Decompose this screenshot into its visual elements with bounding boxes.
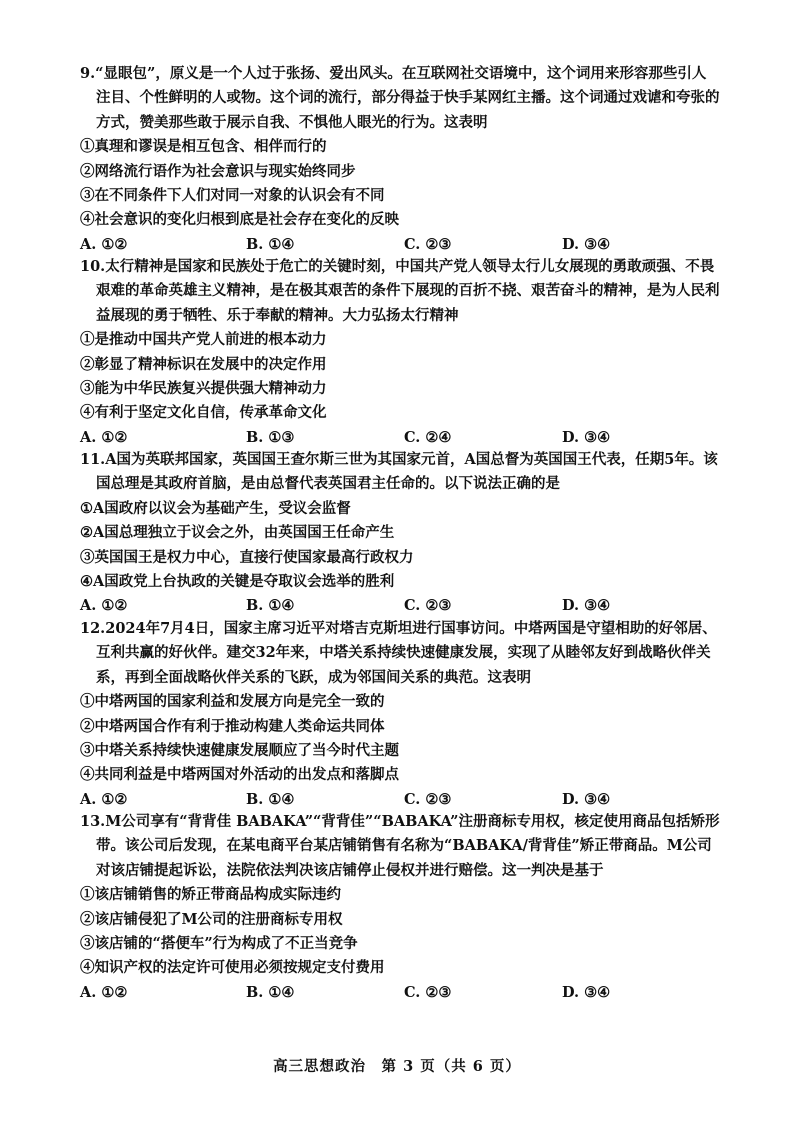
question-13	[80, 810, 720, 1005]
choice-b: B. ①③	[246, 428, 295, 446]
option-3: ③在不同条件下人们对同一对象的认识会有不同	[80, 187, 385, 205]
option-1: ①A国政府以议会为基础产生，受议会监督	[80, 499, 351, 517]
option-2: ②网络流行语作为社会意识与现实始终同步	[80, 162, 356, 180]
option-4: ④有利于坚定文化自信，传承革命文化	[80, 404, 327, 422]
option-2: ②中塔两国合作有利于推动构建人类命运共同体	[80, 717, 385, 735]
question-10	[80, 255, 720, 450]
option-1: ①真理和谬误是相互包含、相伴而行的	[80, 138, 327, 156]
choice-a: A. ①②	[80, 235, 128, 253]
question-11	[80, 448, 720, 619]
question-stem: 13.M公司享有“背背佳 BABAKA”“背背佳”“BABAKA”注册商标专用权，核定使用商品包括矫形带。该公司后发现，在某电商平台某店铺销售有名称为“BABAKA/背背佳”矫正带商品。M公司对该店铺提起诉讼，法院依法判决该店铺停止侵权并进行赔偿。这一判决是基于	[80, 813, 720, 879]
option-4: ④共同利益是中塔两国对外活动的出发点和落脚点	[80, 766, 399, 784]
option-2: ②该店铺侵犯了M公司的注册商标专用权	[80, 910, 343, 928]
choice-b: B. ①④	[246, 235, 295, 253]
answer-choices	[80, 981, 720, 1005]
option-4: ④社会意识的变化归根到底是社会存在变化的反映	[80, 211, 399, 229]
choice-c: C. ②④	[404, 428, 452, 446]
choice-d: D. ③④	[562, 790, 611, 808]
choice-a: A. ①②	[80, 983, 128, 1001]
answer-choices	[80, 426, 720, 450]
choice-a: A. ①②	[80, 428, 128, 446]
option-4: ④知识产权的法定许可使用必须按规定支付费用	[80, 959, 385, 977]
choice-a: A. ①②	[80, 597, 128, 615]
choice-c: C. ②③	[404, 235, 452, 253]
option-2: ②A国总理独立于议会之外，由英国国王任命产生	[80, 524, 395, 542]
choice-b: B. ①④	[246, 790, 295, 808]
option-3: ③能为中华民族复兴提供强大精神动力	[80, 380, 327, 398]
option-1: ①中塔两国的国家利益和发展方向是完全一致的	[80, 693, 385, 711]
answer-choices	[80, 788, 720, 812]
option-2: ②彰显了精神标识在发展中的决定作用	[80, 355, 327, 373]
choice-c: C. ②③	[404, 790, 452, 808]
option-1: ①是推动中国共产党人前进的根本动力	[80, 331, 327, 349]
choice-d: D. ③④	[562, 428, 611, 446]
question-12	[80, 617, 720, 812]
option-4: ④A国政党上台执政的关键是夺取议会选举的胜利	[80, 573, 395, 591]
choice-d: D. ③④	[562, 983, 611, 1001]
choice-a: A. ①②	[80, 790, 128, 808]
option-3: ③该店铺的“搭便车”行为构成了不正当竞争	[80, 935, 358, 953]
option-3: ③中塔关系持续快速健康发展顺应了当今时代主题	[80, 742, 399, 760]
question-stem: 12.2024年7月4日，国家主席习近平对塔吉克斯坦进行国事访问。中塔两国是守望相助的好邻居、互利共赢的好伙伴。建交32年来，中塔关系持续快速健康发展，实现了从睦邻友好到战略伙伴关系，再到全面战略伙伴关系的飞跃，成为邻国间关系的典范。这表明	[80, 620, 717, 686]
choice-d: D. ③④	[562, 597, 611, 615]
page-footer: 高三思想政治 第 3 页（共 6 页）	[273, 1058, 521, 1075]
answer-choices	[80, 233, 720, 257]
question-9	[80, 62, 720, 257]
choice-d: D. ③④	[562, 235, 611, 253]
option-1: ①该店铺销售的矫正带商品构成实际违约	[80, 886, 341, 904]
question-stem: 9.“显眼包”，原义是一个人过于张扬、爱出风头。在互联网社交语境中，这个词用来形容那些引人注目、个性鲜明的人或物。这个词的流行，部分得益于快手某网红主播。这个词通过戏谑和夸张的方式，赞美那些敢于展示自我、不惧他人眼光的行为。这表明	[80, 65, 720, 131]
option-3: ③英国国王是权力中心，直接行使国家最高行政权力	[80, 548, 414, 566]
question-stem: 11.A国为英联邦国家，英国国王查尔斯三世为其国家元首，A国总督为英国国王代表，任期5年。该国总理是其政府首脑，是由总督代表英国君主任命的。以下说法正确的是	[80, 451, 718, 493]
choice-b: B. ①④	[246, 983, 295, 1001]
question-stem: 10.太行精神是国家和民族处于危亡的关键时刻，中国共产党人领导太行儿女展现的勇敢顽强、不畏艰难的革命英雄主义精神，是在极其艰苦的条件下展现的百折不挠、艰苦奋斗的精神，是为人民利益展现的勇于牺牲、乐于奉献的精神。大力弘扬太行精神	[80, 258, 720, 324]
choice-c: C. ②③	[404, 597, 452, 615]
choice-c: C. ②③	[404, 983, 452, 1001]
choice-b: B. ①④	[246, 597, 295, 615]
answer-choices	[80, 594, 720, 618]
